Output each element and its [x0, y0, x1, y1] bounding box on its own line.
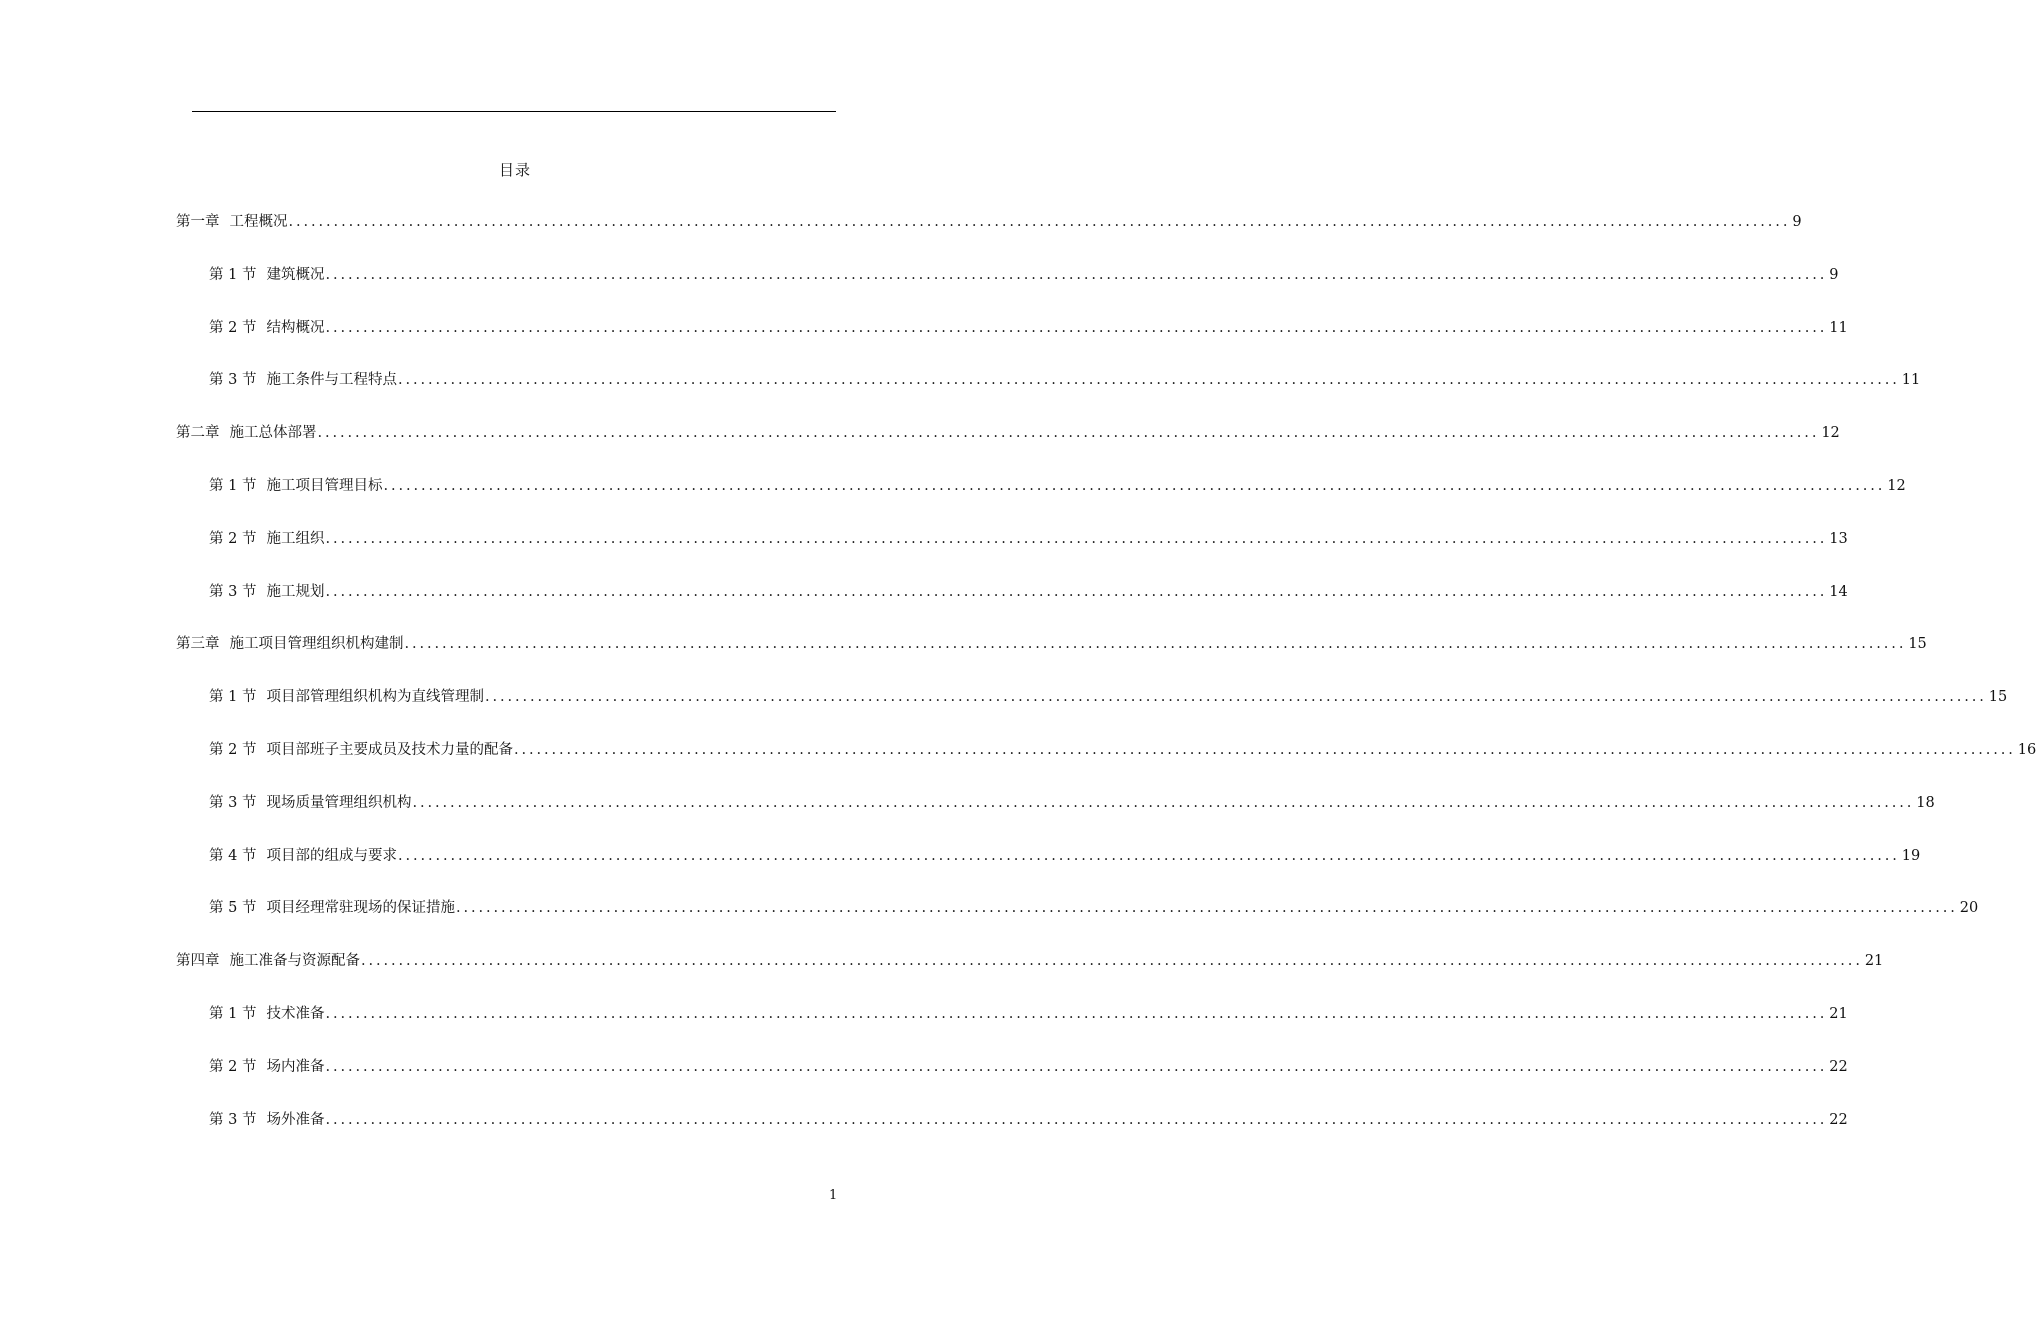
- toc-entry-page: 9: [1792, 214, 1802, 230]
- toc-entry-number: 第 1 节: [209, 478, 257, 494]
- toc-entry-number: 第 3 节: [209, 1111, 257, 1128]
- toc-entry-text: 施工项目管理目标: [266, 478, 383, 494]
- toc-entry-label: [209, 263, 324, 284]
- toc-dot-leader: ........................................................................................................................................................................................................: [325, 583, 1828, 600]
- toc-entry-text: 项目部的组成与要求: [266, 847, 397, 864]
- toc-entry-number: 第 2 节: [209, 742, 257, 758]
- toc-entry-page: 12: [1887, 478, 1906, 494]
- toc-entry-label: [209, 844, 397, 865]
- toc-entry-number: 第 1 节: [209, 1006, 257, 1022]
- toc-entry-label: [209, 474, 382, 495]
- toc-entry-label: [209, 896, 455, 917]
- toc-entry-number: 第三章: [176, 636, 220, 653]
- toc-dot-leader: ........................................................................................................................................................................................................: [361, 953, 1863, 970]
- toc-dot-leader: ........................................................................................................................................................................................................: [513, 742, 2016, 758]
- toc-entry-text: 建筑概况: [266, 266, 325, 283]
- toc-entry-page: 22: [1829, 1058, 1848, 1075]
- toc-entry-number: 第 1 节: [209, 689, 257, 706]
- toc-entry-number: 第 3 节: [209, 583, 257, 600]
- toc-chapter-entry[interactable]: [176, 949, 1884, 970]
- toc-entry-number: 第 2 节: [209, 319, 257, 336]
- toc-entry-text: 项目部管理组织机构为直线管理制: [266, 689, 484, 706]
- toc-entry-page: 11: [1829, 319, 1848, 336]
- toc-chapter-entry[interactable]: [176, 210, 1802, 231]
- toc-section-entry[interactable]: [209, 1002, 1848, 1023]
- toc-entry-text: 施工总体部署: [229, 425, 317, 442]
- toc-entry-label: [209, 316, 324, 337]
- toc-entry-text: 施工规划: [266, 583, 325, 600]
- toc-entry-page: 15: [1908, 636, 1927, 653]
- page-number: 1: [829, 1188, 838, 1203]
- toc-entry-label: [209, 368, 397, 389]
- toc-entry-page: 19: [1901, 847, 1921, 864]
- toc-entry-text: 施工准备与资源配备: [229, 953, 360, 970]
- toc-section-entry[interactable]: [209, 1055, 1848, 1076]
- toc-dot-leader: ........................................................................................................................................................................................................: [412, 794, 1915, 811]
- toc-dot-leader: ........................................................................................................................................................................................................: [325, 1111, 1828, 1128]
- header-rule: [192, 111, 836, 112]
- toc-dot-leader: ........................................................................................................................................................................................................: [397, 847, 1900, 864]
- toc-entry-page: 20: [1959, 900, 1979, 917]
- toc-entry-number: 第 4 节: [209, 847, 257, 864]
- toc-entry-number: 第 3 节: [209, 372, 257, 389]
- toc-entry-number: 第一章: [176, 214, 220, 230]
- toc-entry-page: 11: [1901, 372, 1921, 389]
- toc-entry-label: [176, 421, 317, 442]
- toc-entry-number: 第 3 节: [209, 794, 257, 811]
- toc-entry-page: 14: [1829, 583, 1848, 600]
- toc-entry-number: 第 1 节: [209, 266, 257, 283]
- toc-section-entry[interactable]: [209, 527, 1848, 548]
- toc-entry-number: 第 2 节: [209, 530, 257, 547]
- toc-entry-label: [176, 949, 360, 970]
- toc-entry-page: 9: [1829, 266, 1839, 283]
- toc-entry-number: 第四章: [176, 953, 220, 970]
- toc-entry-label: [209, 1108, 324, 1129]
- toc-entry-page: 21: [1864, 953, 1884, 970]
- toc-title: 目录: [498, 161, 531, 179]
- toc-dot-leader: ........................................................................................................................................................................................................: [397, 372, 1900, 389]
- toc-dot-leader: ........................................................................................................................................................................................................: [325, 266, 1828, 283]
- toc-entry-label: [209, 738, 513, 759]
- toc-section-entry[interactable]: [209, 580, 1848, 601]
- toc-section-entry[interactable]: [209, 474, 1906, 495]
- toc-dot-leader: ........................................................................................................................................................................................................: [455, 900, 1958, 917]
- toc-entry-label: [176, 632, 404, 653]
- toc-entry-text: 场外准备: [266, 1111, 325, 1128]
- toc-section-entry[interactable]: [209, 685, 2008, 706]
- toc-entry-label: [209, 1002, 324, 1023]
- toc-dot-leader: ........................................................................................................................................................................................................: [404, 636, 1907, 653]
- toc-section-entry[interactable]: [209, 368, 1921, 389]
- toc-entry-text: 结构概况: [266, 319, 325, 336]
- toc-entry-page: 16: [2017, 742, 2036, 758]
- toc-dot-leader: ........................................................................................................................................................................................................: [317, 425, 1820, 442]
- toc-entry-text: 施工条件与工程特点: [266, 372, 397, 389]
- toc-entry-text: 工程概况: [229, 214, 288, 230]
- toc-entry-label: [209, 527, 324, 548]
- toc-section-entry[interactable]: [209, 1108, 1848, 1129]
- toc-entry-number: 第 5 节: [209, 900, 257, 917]
- toc-entry-page: 21: [1829, 1006, 1848, 1022]
- toc-entry-text: 项目部班子主要成员及技术力量的配备: [266, 742, 513, 758]
- toc-entry-number: 第 2 节: [209, 1058, 257, 1075]
- toc-entry-page: 13: [1829, 530, 1848, 547]
- toc-entry-label: [209, 1055, 324, 1076]
- toc-entry-text: 技术准备: [266, 1006, 325, 1022]
- toc-entry-text: 场内准备: [266, 1058, 325, 1075]
- toc-entry-text: 施工项目管理组织机构建制: [229, 636, 404, 653]
- toc-entry-label: [209, 580, 324, 601]
- toc-entry-page: 18: [1916, 794, 1935, 811]
- toc-dot-leader: ........................................................................................................................................................................................................: [325, 1006, 1828, 1022]
- toc-section-entry[interactable]: [209, 316, 1848, 337]
- toc-entry-label: [176, 210, 288, 231]
- toc-entry-text: 现场质量管理组织机构: [266, 794, 412, 811]
- toc-dot-leader: ........................................................................................................................................................................................................: [484, 689, 1987, 706]
- toc-entry-text: 项目经理常驻现场的保证措施: [266, 900, 455, 917]
- toc-section-entry[interactable]: [209, 844, 1921, 865]
- toc-section-entry[interactable]: [209, 896, 1979, 917]
- toc-entry-page: 12: [1821, 425, 1840, 442]
- toc-chapter-entry[interactable]: [176, 421, 1840, 442]
- toc-section-entry[interactable]: [209, 791, 1935, 812]
- toc-chapter-entry[interactable]: [176, 632, 1927, 653]
- toc-dot-leader: ........................................................................................................................................................................................................: [383, 478, 1886, 494]
- toc-dot-leader: ........................................................................................................................................................................................................: [325, 319, 1828, 336]
- toc-entry-label: [209, 685, 484, 706]
- toc-entry-label: [209, 791, 411, 812]
- toc-entry-number: 第二章: [176, 425, 220, 442]
- toc-dot-leader: ........................................................................................................................................................................................................: [325, 530, 1828, 547]
- toc-entry-page: 15: [1988, 689, 2008, 706]
- toc-dot-leader: ........................................................................................................................................................................................................: [325, 1058, 1828, 1075]
- toc-section-entry[interactable]: [209, 263, 1839, 284]
- toc-entry-text: 施工组织: [266, 530, 325, 547]
- toc-entry-page: 22: [1829, 1111, 1848, 1128]
- toc-section-entry[interactable]: [209, 738, 2036, 759]
- toc-dot-leader: ........................................................................................................................................................................................................: [288, 214, 1791, 230]
